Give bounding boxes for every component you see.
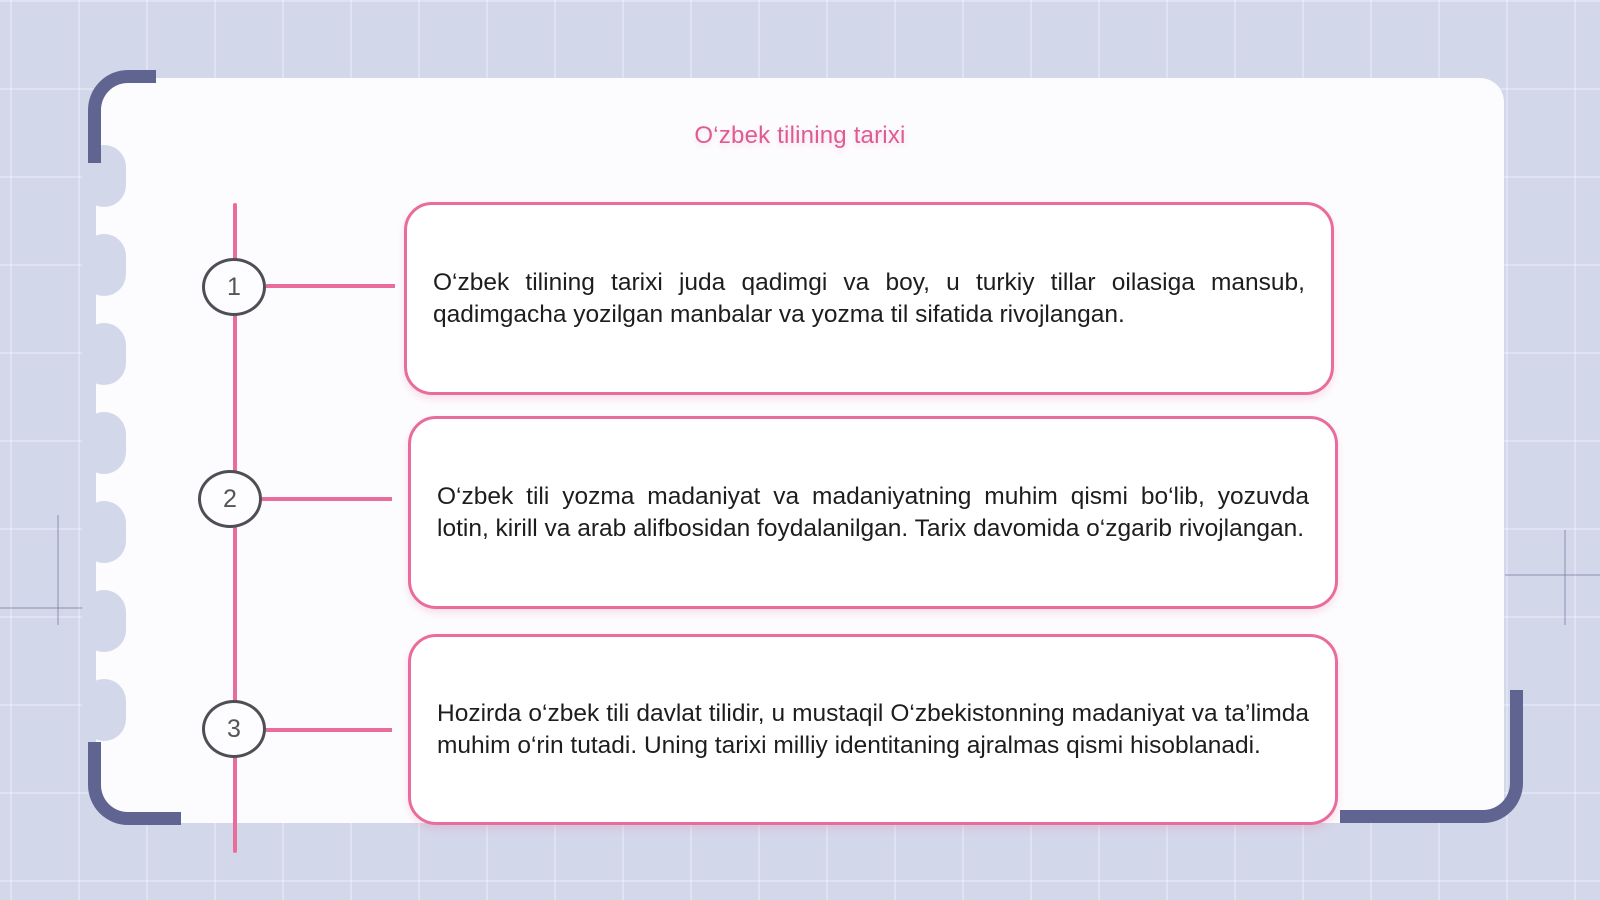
card-notch [82,234,126,296]
timeline-step-marker: 3 [202,700,266,758]
corner-bracket-bottom-right [1340,690,1523,823]
timeline-connector [266,728,392,732]
timeline-step-marker: 2 [198,470,262,528]
card-notch [82,679,126,741]
timeline-connector [266,284,395,288]
crosshair-left-horizontal [0,607,95,609]
card-notch [82,590,126,652]
card-notch [82,412,126,474]
timeline-connector [262,497,392,501]
timeline-item-text: O‘zbek tili yozma madaniyat va madaniyatning muhim qismi bo‘lib, yozuvda lotin, kirill va arab alifbosidan foydalanilgan. Tarix davomida o‘zgarib rivojlangan. [437,482,1309,542]
crosshair-right-vertical [1564,530,1566,625]
timeline-item-box [408,416,1338,609]
card-notch [82,323,126,385]
slide-title: O‘zbek tilining tarixi [694,122,906,149]
card-notch [82,501,126,563]
timeline-item-text: Hozirda o‘zbek tili davlat tilidir, u mustaqil O‘zbekistonning madaniyat va ta’limda muhim o‘rin tutadi. Uning tarixi milliy identitaning ajralmas qismi hisoblanadi. [437,699,1309,759]
timeline-item-box [404,202,1334,395]
timeline-item-box [408,634,1338,825]
timeline-item-text: O‘zbek tilining tarixi juda qadimgi va boy, u turkiy tillar oilasiga mansub, qadimgacha yozilgan manbalar va yozma til sifatida rivojlangan. [433,268,1305,328]
corner-bracket-bottom-left [88,742,181,825]
timeline-step-marker: 1 [202,258,266,316]
crosshair-right-horizontal [1505,574,1600,576]
